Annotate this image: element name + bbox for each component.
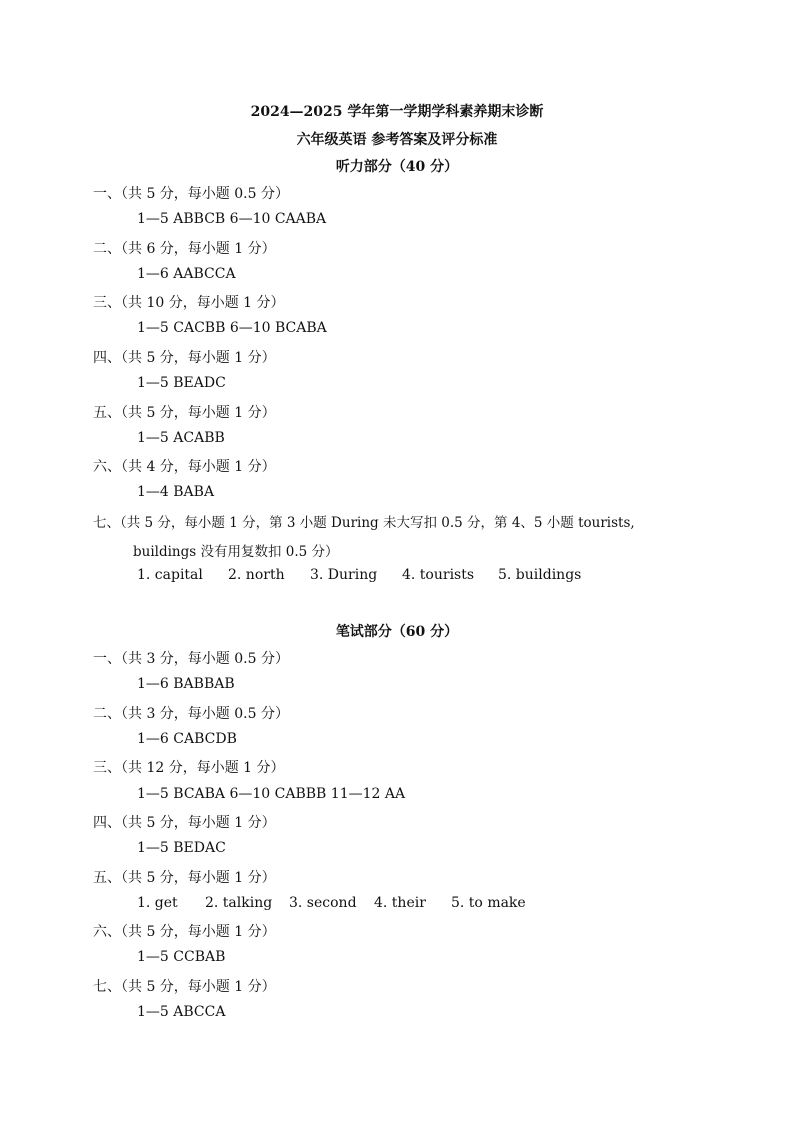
answer-item: 5. buildings	[498, 567, 582, 583]
writing-section-5-head: 五、（共 5 分，每小题 1 分）	[93, 870, 276, 886]
writing-section-7-head: 七、（共 5 分，每小题 1 分）	[93, 979, 276, 995]
listening-section-7-head: 七、（共 5 分，每小题 1 分，第 3 小题 During 未大写扣 0.5 分，第 4、5 小题 tourists,	[93, 515, 635, 531]
writing-section-4-head: 四、（共 5 分，每小题 1 分）	[93, 815, 276, 831]
listening-section-1-head: 一、（共 5 分，每小题 0.5 分）	[93, 186, 289, 202]
writing-section-7-answer: 1—5 ABCCA	[137, 1004, 226, 1020]
answer-item: 3. second	[289, 895, 357, 911]
answer-item: 5. to make	[451, 895, 526, 911]
listening-section-7-answers	[137, 567, 581, 583]
listening-section-5-answer: 1—5 ACABB	[137, 430, 225, 446]
listening-section-4-answer: 1—5 BEADC	[137, 375, 226, 391]
listening-section-6-head: 六、（共 4 分，每小题 1 分）	[93, 459, 276, 475]
writing-section-5-answers	[137, 895, 526, 911]
writing-heading: 笔试部分（60 分）	[335, 624, 459, 640]
document-subtitle: 六年级英语 参考答案及评分标准	[296, 132, 498, 148]
writing-section-3-answer: 1—5 BCABA 6—10 CABBB 11—12 AA	[137, 786, 406, 802]
answer-item: 3. During	[310, 567, 378, 583]
listening-section-3-head: 三、（共 10 分，每小题 1 分）	[93, 295, 285, 311]
listening-section-2-answer: 1—6 AABCCA	[137, 266, 236, 282]
listening-section-6-answer: 1—4 BABA	[137, 484, 215, 500]
writing-section-1-head: 一、（共 3 分，每小题 0.5 分）	[93, 651, 289, 667]
answer-item: 4. their	[374, 895, 426, 911]
answer-item: 1. get	[137, 895, 178, 911]
answer-item: 1. capital	[137, 567, 203, 583]
listening-section-1-answer: 1—5 ABBCB 6—10 CAABA	[137, 211, 327, 227]
writing-section-1-answer: 1—6 BABBAB	[137, 676, 235, 692]
listening-section-4-head: 四、（共 5 分，每小题 1 分）	[93, 350, 276, 366]
listening-section-3-answer: 1—5 CACBB 6—10 BCABA	[137, 320, 327, 336]
writing-section-6-head: 六、（共 5 分，每小题 1 分）	[93, 924, 276, 940]
document-title: 2024—2025 学年第一学期学科素养期末诊断	[250, 104, 544, 120]
writing-section-2-answer: 1—6 CABCDB	[137, 731, 237, 747]
listening-section-2-head: 二、（共 6 分，每小题 1 分）	[93, 241, 276, 257]
listening-section-7-head-continued: buildings 没有用复数扣 0.5 分）	[133, 544, 339, 560]
answer-item: 2. talking	[205, 895, 273, 911]
writing-section-4-answer: 1—5 BEDAC	[137, 840, 226, 856]
listening-section-5-head: 五、（共 5 分，每小题 1 分）	[93, 405, 276, 421]
answer-item: 2. north	[228, 567, 285, 583]
writing-section-2-head: 二、（共 3 分，每小题 0.5 分）	[93, 706, 289, 722]
answer-item: 4. tourists	[402, 567, 475, 583]
writing-section-3-head: 三、（共 12 分，每小题 1 分）	[93, 760, 285, 776]
listening-heading: 听力部分（40 分）	[335, 159, 459, 175]
writing-section-6-answer: 1—5 CCBAB	[137, 949, 226, 965]
